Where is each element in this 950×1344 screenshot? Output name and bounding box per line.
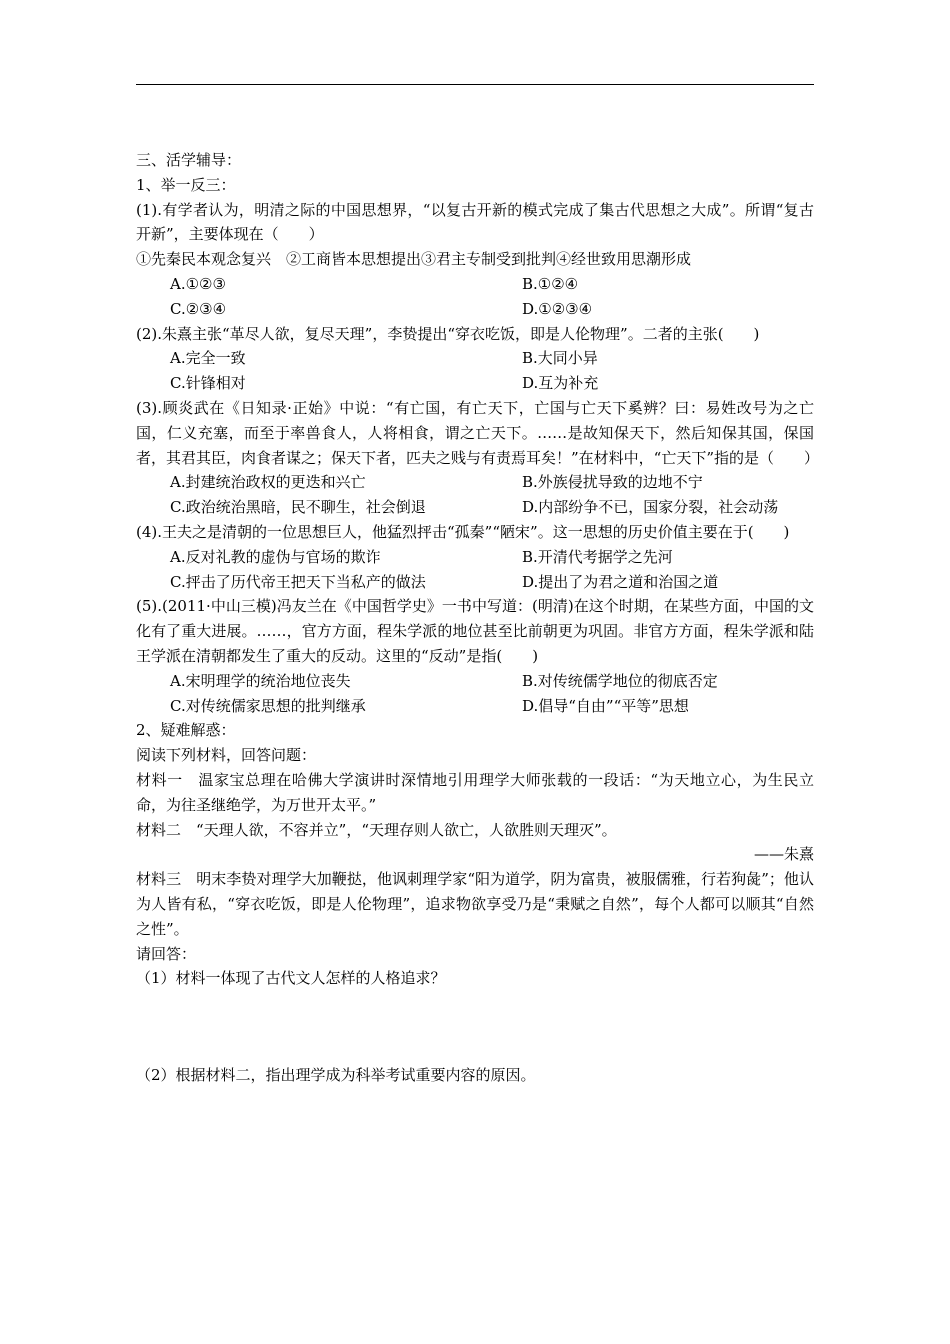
question-3-options-row-1	[136, 470, 814, 495]
option-b: B.对传统儒学地位的彻底否定	[522, 671, 718, 690]
option-a: A.宋明理学的统治地位丧失	[170, 671, 351, 690]
option-a: A.完全一致	[170, 349, 246, 368]
material-2: 材料二 “天理人欲，不容并立”，“天理存则人欲亡，人欲胜则天理灭”。	[136, 820, 617, 839]
answer-prompt: 请回答：	[136, 944, 197, 963]
option-b: B.①②④	[522, 274, 579, 293]
option-c: C.抨击了历代帝王把天下当私产的做法	[170, 572, 426, 591]
part1-heading: 1、举一反三：	[136, 175, 236, 194]
option-d: D.倡导“自由”“平等”思想	[522, 696, 689, 715]
part2-heading: 2、疑难解惑：	[136, 721, 236, 740]
option-c: C.对传统儒家思想的批判继承	[170, 696, 366, 715]
answer-space-1[interactable]	[136, 991, 814, 1063]
part2-intro: 阅读下列材料，回答问题：	[136, 746, 317, 765]
question-1-stem: (1).有学者认为，明清之际的中国思想界，“以复古开新的模式完成了集古代思想之大成”。所谓“复古开新”，主要体现在（ ）	[136, 200, 814, 244]
option-b: B.开清代考据学之先河	[522, 547, 673, 566]
question-2-options-row-2	[136, 371, 814, 396]
document-body	[136, 148, 820, 1088]
question-3-stem: (3).顾炎武在《日知录·正始》中说：“有亡国，有亡天下，亡国与亡天下奚辨？曰：易姓改号为之亡国，仁义充塞，而至于率兽食人，人将相食，谓之亡天下。……是故知保天下，然后知保其国，保国者，其君其臣，肉食者谋之；保天下者，匹夫之贱与有责焉耳矣！”在材料中，“亡天下”指的是（ ）	[136, 398, 820, 467]
option-b: B.大同小异	[522, 349, 598, 368]
question-part2-1: （1）材料一体现了古代文人怎样的人格追求？	[136, 969, 446, 988]
header-rule	[136, 84, 814, 85]
option-c: C.②③④	[170, 299, 227, 318]
question-5-options-row-1	[136, 669, 814, 694]
question-1-note: ①先秦民本观念复兴 ②工商皆本思想提出③君主专制受到批判④经世致用思潮形成	[136, 250, 692, 269]
question-3-options-row-2	[136, 495, 814, 520]
question-1-options-row-1	[136, 272, 814, 297]
section-title: 三、活学辅导：	[136, 151, 242, 169]
question-1-options-row-2	[136, 297, 814, 322]
question-2-stem: (2).朱熹主张“革尽人欲，复尽天理”，李贽提出“穿衣吃饭，即是人伦物理”。二者的主张( )	[136, 324, 760, 343]
option-c: C.针锋相对	[170, 374, 246, 393]
option-b: B.外族侵扰导致的边地不宁	[522, 473, 703, 492]
question-4-stem: (4).王夫之是清朝的一位思想巨人，他猛烈抨击“孤秦”“陋宋”。这一思想的历史价值主要在于( )	[136, 522, 790, 541]
option-a: A.封建统治政权的更迭和兴亡	[170, 473, 366, 492]
question-4-options-row-2	[136, 570, 814, 595]
material-3: 材料三 明末李贽对理学大加鞭挞，他讽刺理学家“阳为道学，阴为富贵，被服儒雅，行若狗彘”；他认为人皆有私，“穿衣吃饭，即是人伦物理”，追求物欲享受乃是“秉赋之自然”，每个人都可以顺其“自然之性”。	[136, 870, 814, 938]
option-c: C.政治统治黑暗，民不聊生，社会倒退	[170, 498, 426, 517]
question-4-options-row-1	[136, 545, 814, 570]
question-2-options-row-1	[136, 346, 814, 371]
option-a: A.①②③	[170, 274, 226, 293]
option-d: D.内部纷争不已，国家分裂，社会动荡	[522, 498, 779, 517]
option-a: A.反对礼教的虚伪与官场的欺诈	[170, 547, 381, 566]
question-5-stem: (5).(2011·中山三模)冯友兰在《中国哲学史》一书中写道：(明清)在这个时期，在某些方面，中国的文化有了重大进展。……，官方方面，程朱学派的地位甚至比前朝更为巩固。非官方方面，程朱学派和陆王学派在清朝都发生了重大的反动。这里的“反动”是指( )	[136, 597, 814, 665]
question-5-options-row-2	[136, 694, 814, 719]
option-d: D.①②③④	[522, 299, 593, 318]
material-2-source: ——朱熹	[753, 845, 814, 864]
question-part2-2: （2）根据材料二，指出理学成为科举考试重要内容的原因。	[136, 1066, 536, 1085]
option-d: D.提出了为君之道和治国之道	[522, 572, 719, 591]
material-1: 材料一 温家宝总理在哈佛大学演讲时深情地引用理学大师张载的一段话：“为天地立心，为生民立命，为往圣继绝学，为万世开太平。”	[136, 770, 814, 814]
option-d: D.互为补充	[522, 374, 599, 393]
